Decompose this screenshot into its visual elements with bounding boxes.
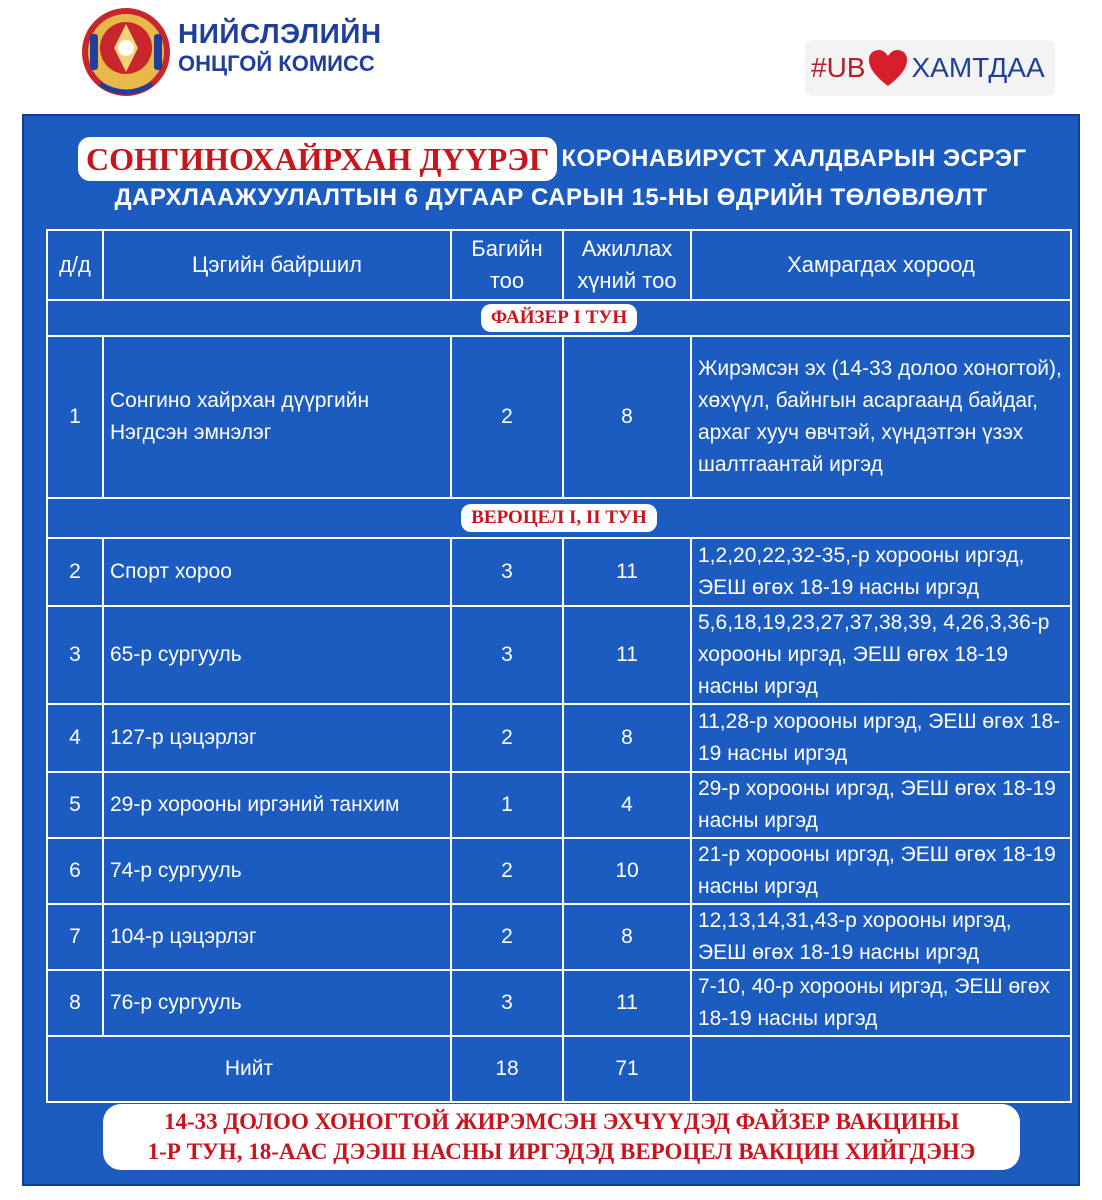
row-workers: 11 xyxy=(563,538,691,606)
table-row xyxy=(47,970,1071,1036)
title-line1 xyxy=(78,137,1027,181)
row-location: Сонгино хайрхан дүүргийн Нэгдсэн эмнэлэг xyxy=(103,336,451,498)
total-teams: 18 xyxy=(451,1036,563,1102)
table-row xyxy=(47,904,1071,970)
org-line2: ОНЦГОЙ КОМИСС xyxy=(178,51,375,76)
table-row xyxy=(47,606,1071,704)
table-header-row xyxy=(47,230,1071,300)
table-row xyxy=(47,538,1071,606)
row-workers: 8 xyxy=(563,336,691,498)
table-row xyxy=(47,704,1071,772)
footer-line2: 1-Р ТУН, 18-ААС ДЭЭШ НАСНЫ ИРГЭДЭД ВЕРОЦЕЛ ВАКЦИН ХИЙГДЭНЭ xyxy=(147,1139,976,1164)
vaccination-plan-table xyxy=(46,229,1072,1103)
hashtag-logo xyxy=(805,40,1055,96)
hashtag-suffix: ХАМТДАА xyxy=(911,52,1045,83)
row-coverage: 7-10, 40-р хорооны иргэд, ЭЕШ өгөх 18-19 насны иргэд xyxy=(691,970,1071,1036)
row-teams: 2 xyxy=(451,704,563,772)
heart-icon xyxy=(867,48,909,88)
row-teams: 2 xyxy=(451,336,563,498)
table-row xyxy=(47,772,1071,838)
total-row xyxy=(47,1036,1071,1102)
row-teams: 3 xyxy=(451,538,563,606)
header-workers-l2: хүний тоо xyxy=(577,268,677,293)
header-workers xyxy=(563,230,691,300)
footer-line1: 14-33 ДОЛОО ХОНОГТОЙ ЖИРЭМСЭН ЭХЧҮҮДЭД ФАЙЗЕР ВАКЦИНЫ xyxy=(163,1109,960,1134)
table-row xyxy=(47,838,1071,904)
org-line1: НИЙСЛЭЛИЙН xyxy=(178,18,382,49)
row-teams: 3 xyxy=(451,606,563,704)
row-num: 1 xyxy=(47,336,103,498)
row-coverage: 12,13,14,31,43-р хорооны иргэд, ЭЕШ өгөх 18-19 насны иргэд xyxy=(691,904,1071,970)
row-teams: 1 xyxy=(451,772,563,838)
row-num: 5 xyxy=(47,772,103,838)
row-coverage: Жирэмсэн эх (14-33 долоо хоногтой), хөхүүл, байнгын асаргаанд байдаг, архаг хууч өвчтэй, хүндэтгэн үзэх шалтгаантай иргэд xyxy=(691,336,1071,498)
row-teams: 2 xyxy=(451,838,563,904)
row-num: 4 xyxy=(47,704,103,772)
row-teams: 2 xyxy=(451,904,563,970)
row-num: 6 xyxy=(47,838,103,904)
footer-note xyxy=(103,1104,1020,1170)
row-location: Спорт хороо xyxy=(103,538,451,606)
total-empty xyxy=(691,1036,1071,1102)
soyombo-emblem-icon xyxy=(78,4,174,100)
row-coverage: 29-р хорооны иргэд, ЭЕШ өгөх 18-19 насны иргэд xyxy=(691,772,1071,838)
section-verocell: ВЕРОЦЕЛ I, II ТУН xyxy=(461,504,657,532)
row-location: 104-р цэцэрлэг xyxy=(103,904,451,970)
total-workers: 71 xyxy=(563,1036,691,1102)
row-location: 127-р цэцэрлэг xyxy=(103,704,451,772)
row-num: 8 xyxy=(47,970,103,1036)
header-teams xyxy=(451,230,563,300)
row-num: 3 xyxy=(47,606,103,704)
header-teams-l2: тоо xyxy=(489,268,525,293)
organization-name xyxy=(178,18,382,78)
row-num: 7 xyxy=(47,904,103,970)
header-workers-l1: Ажиллах xyxy=(581,236,673,261)
row-location: 76-р сургууль xyxy=(103,970,451,1036)
title-text-1: КОРОНАВИРУСТ ХАЛДВАРЫН ЭСРЭГ xyxy=(561,145,1027,172)
row-location: 29-р хорооны иргэний танхим xyxy=(103,772,451,838)
row-workers: 11 xyxy=(563,606,691,704)
header-coverage: Хамрагдах хороод xyxy=(691,230,1071,300)
row-workers: 11 xyxy=(563,970,691,1036)
row-location: 74-р сургууль xyxy=(103,838,451,904)
section-pfizer: ФАЙЗЕР I ТУН xyxy=(481,304,637,332)
row-coverage: 1,2,20,22,32-35,-р хорооны иргэд, ЭЕШ өгөх 18-19 насны иргэд xyxy=(691,538,1071,606)
row-num: 2 xyxy=(47,538,103,606)
section-row-verocell xyxy=(47,498,1071,538)
title-text-2: ДАРХЛААЖУУЛАЛТЫН 6 ДУГААР САРЫН 15-НЫ ӨДРИЙН ТӨЛӨВЛӨЛТ xyxy=(114,184,988,211)
row-coverage: 11,28-р хорооны иргэд, ЭЕШ өгөх 18-19 насны иргэд xyxy=(691,704,1071,772)
row-location: 65-р сургууль xyxy=(103,606,451,704)
header-location: Цэгийн байршил xyxy=(103,230,451,300)
row-workers: 4 xyxy=(563,772,691,838)
header-num: д/д xyxy=(47,230,103,300)
hashtag-prefix: #UB xyxy=(811,52,866,83)
row-teams: 3 xyxy=(451,970,563,1036)
total-label: Нийт xyxy=(47,1036,451,1102)
row-coverage: 5,6,18,19,23,27,37,38,39, 4,26,3,36-р хорооны иргэд, ЭЕШ өгөх 18-19 насны иргэд xyxy=(691,606,1071,704)
row-workers: 10 xyxy=(563,838,691,904)
header-teams-l1: Багийн xyxy=(471,236,543,261)
table-row xyxy=(47,336,1071,498)
row-coverage: 21-р хорооны иргэд, ЭЕШ өгөх 18-19 насны иргэд xyxy=(691,838,1071,904)
section-row-pfizer xyxy=(47,300,1071,336)
district-name: СОНГИНОХАЙРХАН ДҮҮРЭГ xyxy=(78,137,557,181)
row-workers: 8 xyxy=(563,904,691,970)
row-workers: 8 xyxy=(563,704,691,772)
